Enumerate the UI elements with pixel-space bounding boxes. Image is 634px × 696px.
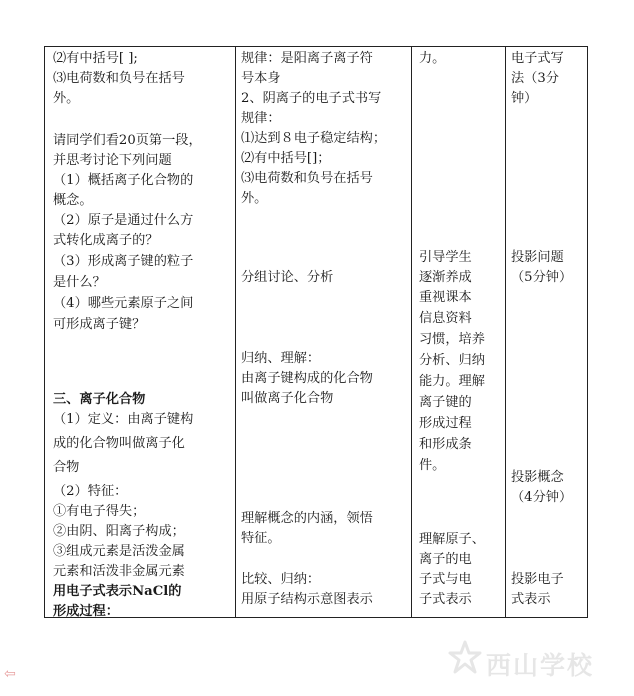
school-watermark [448,640,628,684]
text-line: 投影电子 [511,572,564,587]
text-line: 比较、归纳： [241,572,321,587]
column-divider [411,47,412,617]
text-line: 合物 [53,460,80,475]
text-line: ⑵有中括号[ ]; [53,51,138,66]
text-line: （1）概括离子化合物的 [53,173,194,188]
text-line: 2、阴离子的电子式书写 [241,91,382,106]
text-line: （2）特征： [53,484,128,499]
watermark-text: 西山学校 [486,651,595,680]
section-heading: 三、离子化合物 [53,392,146,407]
media-time-column [511,47,587,617]
text-line: 成的化合物叫做离子化 [53,436,185,451]
text-line: 投影概念 [511,470,564,485]
back-arrow-icon[interactable]: ⇦ [4,666,16,682]
text-line: 是什么？ [53,275,106,290]
text-line: 离子键的 [419,395,472,410]
text-line: 能力。理解 [419,374,485,389]
text-line: 理解概念的内涵，领悟 [241,511,373,526]
text-line: 式表示 [511,592,551,607]
teacher-activity-column [53,47,231,617]
text-line: ②由阴、阳离子构成； [53,524,185,539]
text-line: 件。 [419,458,446,473]
text-line: 逐渐养成 [419,270,472,285]
text-line: 离子的电 [419,552,472,567]
text-line: ③组成元素是活泼金属 [53,544,185,559]
text-line: 叫做离子化合物 [241,391,334,406]
text-line: 形成过程 [419,416,472,431]
text-line: （5分钟） [511,270,573,285]
text-line: 规律： [241,111,281,126]
text-line: （2）原子是通过什么方 [53,213,194,228]
text-line: 并思考讨论下列问题 [53,153,172,168]
text-line: 可形成离子键？ [53,317,146,332]
text-line: ⑶电荷数和负号在括号 [53,71,185,86]
text-line: 钟） [511,91,538,106]
text-line: 概念。 [53,193,93,208]
text-line: ①有电子得失； [53,504,146,519]
text-line: （4分钟） [511,490,573,505]
bold-text-line: 形成过程： [53,604,119,619]
column-divider [505,47,506,617]
bold-text-line: 用电子式表示NaCl的 [53,584,182,599]
text-line: 子式与电 [419,572,472,587]
text-line: 规律：是阳离子离子符 [241,51,373,66]
text-line: 力。 [419,51,446,66]
text-line: 电子式写 [511,51,564,66]
text-line: （3）形成离子键的粒子 [53,254,194,269]
text-line: 归纳、理解： [241,351,321,366]
text-line: 特征。 [241,531,281,546]
text-line: 外。 [241,191,268,206]
text-line: ⑶电荷数和负号在括号 [241,171,373,186]
text-line: 习惯，培养 [419,332,485,347]
column-divider [235,47,236,617]
text-line: 信息资料 [419,311,472,326]
text-line: 引导学生 [419,250,472,265]
text-line: （4）哪些元素原子之间 [53,296,194,311]
student-activity-column [241,47,407,617]
text-line: 法（3分 [511,71,559,86]
text-line: （1）定义：由离子键构 [53,412,194,427]
lesson-plan-table [44,46,588,618]
text-line: 请同学们看20页第一段， [53,133,202,148]
text-line: 分析、归纳 [419,353,485,368]
text-line: 号本身 [241,71,281,86]
text-line: 和形成条 [419,437,472,452]
text-line: ⑵有中括号[]； [241,151,331,166]
text-line: 重视课本 [419,290,472,305]
text-line: 分组讨论、分析 [241,270,334,285]
text-line: 用原子结构示意图表示 [241,592,373,607]
text-line: 由离子键构成的化合物 [241,371,373,386]
text-line: 子式表示 [419,592,472,607]
watermark-logo-icon [448,640,482,676]
text-line: 式转化成离子的？ [53,233,159,248]
text-line: 元素和活泼非金属元素 [53,564,185,579]
text-line: 理解原子、 [419,532,485,547]
design-intent-column [419,47,503,617]
text-line: 投影问题 [511,250,564,265]
text-line: 外。 [53,91,80,106]
text-line: ⑴达到８电子稳定结构； [241,131,387,146]
